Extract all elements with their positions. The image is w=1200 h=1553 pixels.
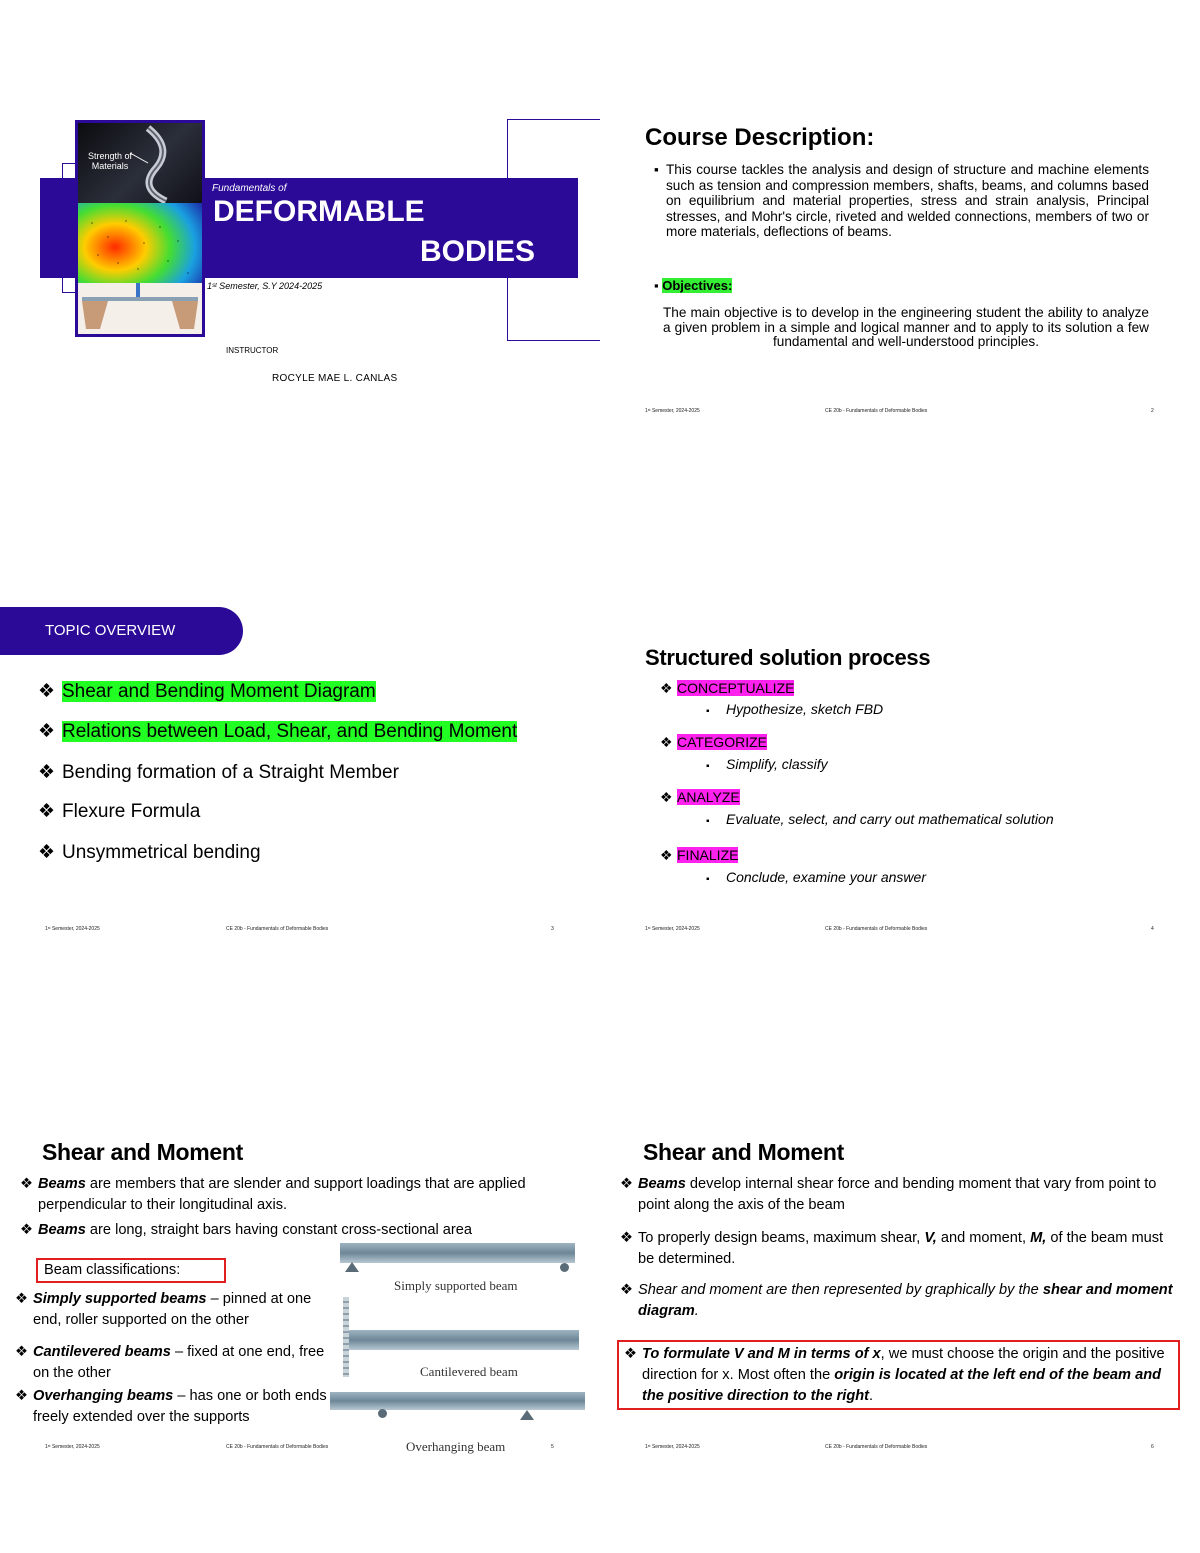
topic-item (38, 841, 261, 864)
diamond-bullet-icon: ❖ (38, 801, 56, 822)
footer-left: 1ˢᵗ Semester, 2024-2025 (645, 926, 700, 932)
course-description (654, 162, 1149, 240)
semester-label: 1ˢᵗ Semester, S.Y 2024-2025 (207, 281, 323, 291)
step-description: ▪ Evaluate, select, and carry out mathematical solution (706, 811, 1054, 827)
cantilevered-beam-caption: Cantilevered beam (420, 1364, 518, 1379)
footer-left: 1ˢᵗ Semester, 2024-2025 (645, 408, 700, 414)
diagram-representation: ❖ Shear and moment are then represented by graphically by the shear and moment diagram. (620, 1282, 1173, 1319)
square-bullet-icon: ▪ (706, 874, 710, 885)
beam-shape: ❖ Beams are long, straight bars having constant cross-sectional area (20, 1220, 580, 1241)
roller-support-icon (378, 1409, 387, 1418)
diamond-bullet-icon: ❖ (38, 842, 56, 863)
design-requirement: ❖ To properly design beams, maximum shear, V, and moment, M, of the beam must be determined. (620, 1230, 1164, 1267)
footer-page: 6 (1151, 1444, 1154, 1450)
topic-item-text: Unsymmetrical bending (62, 842, 261, 863)
overhanging-beam-image (330, 1392, 585, 1410)
origin-convention: ❖ To formulate V and M in terms of x, we must choose the origin and the positive direction for x. Most often the origin is located at the left end of the beam and the positive direction to the right. (624, 1346, 1165, 1404)
beam-definition: ❖ Beams are members that are slender and support loadings that are applied perpendicular to their longitudinal axis. (20, 1176, 526, 1213)
objectives-label: Objectives: (662, 278, 733, 293)
diamond-bullet-icon: ❖ (660, 734, 673, 750)
solution-step (660, 680, 794, 697)
topic-item (38, 720, 517, 743)
beam-classifications-box: Beam classifications: (36, 1258, 226, 1283)
footer-center: CE 20b - Fundamentals of Deformable Bodies (226, 926, 329, 932)
step-description: ▪ Conclude, examine your answer (706, 869, 926, 885)
footer-center: CE 20b - Fundamentals of Deformable Bodies (226, 1444, 329, 1450)
instructor-label: INSTRUCTOR (226, 346, 279, 355)
diamond-bullet-icon: ❖ (38, 681, 56, 702)
diamond-bullet-icon: ❖ (660, 847, 673, 863)
diamond-bullet-icon: ❖ (624, 1346, 638, 1362)
shear-moment-title: Shear and Moment (643, 1139, 844, 1165)
topic-item-text: Bending formation of a Straight Member (62, 762, 399, 783)
diamond-bullet-icon: ❖ (620, 1282, 634, 1298)
course-description-text: This course tackles the analysis and design of structure and machine elements such as tension and compression members, shafts, beams, and columns based on equilibrium and material properties, stress and strain analysis, Principal stresses, and Mohr's circle, riveted and welded connections, members of two or more materials, deflections of beams. (666, 162, 1149, 239)
simply-supported-beam-image (340, 1243, 575, 1263)
step-label: FINALIZE (677, 847, 739, 863)
title-deformable: DEFORMABLE (213, 195, 425, 228)
topic-item-text: Shear and Bending Moment Diagram (62, 681, 376, 702)
pin-support-icon (345, 1262, 359, 1272)
beam-internal-forces: ❖ Beams develop internal shear force and bending moment that vary from point to point along the axis of the beam (620, 1176, 1157, 1213)
overhanging-beam-caption: Overhanging beam (406, 1439, 506, 1454)
footer-left: 1ˢᵗ Semester, 2024-2025 (645, 1444, 700, 1450)
square-bullet-icon: ▪ (706, 761, 710, 772)
square-bullet-icon: ▪ (706, 816, 710, 827)
footer-page: 2 (1151, 408, 1154, 414)
footer-left: 1ˢᵗ Semester, 2024-2025 (45, 1444, 100, 1450)
diamond-bullet-icon: ❖ (15, 1344, 29, 1360)
diamond-bullet-icon: ❖ (620, 1230, 634, 1246)
chain-photo (78, 123, 202, 203)
beam-class-item: ❖ Cantilevered beams – fixed at one end, free on the other (15, 1344, 325, 1381)
step-description: ▪ Hypothesize, sketch FBD (706, 701, 884, 717)
footer-center: CE 20b - Fundamentals of Deformable Bodies (825, 408, 928, 414)
footer-page: 3 (551, 926, 554, 932)
step-description: ▪ Simplify, classify (706, 756, 828, 772)
instructor-name: ROCYLE MAE L. CANLAS (272, 373, 398, 384)
course-description-title: Course Description: (645, 124, 875, 151)
step-label: ANALYZE (677, 789, 740, 805)
topic-item (38, 761, 399, 784)
solution-step (660, 734, 767, 751)
title-bodies: BODIES (420, 235, 536, 268)
topic-overview-label: TOPIC OVERVIEW (45, 622, 176, 639)
solution-step (660, 847, 738, 864)
beam-class-item: ❖ Overhanging beams – has one or both ends freely extended over the supports (15, 1388, 327, 1425)
diamond-bullet-icon: ❖ (620, 1176, 634, 1192)
title-fundamentals: Fundamentals of (212, 183, 287, 194)
diamond-bullet-icon: ❖ (15, 1388, 29, 1404)
step-label: CATEGORIZE (677, 734, 767, 750)
footer-page: 4 (1151, 926, 1154, 932)
footer-center: CE 20b - Fundamentals of Deformable Bodies (825, 926, 928, 932)
footer-left: 1ˢᵗ Semester, 2024-2025 (45, 926, 100, 932)
footer-page: 5 (551, 1444, 554, 1450)
objectives-heading: ▪ Objectives: (654, 278, 733, 293)
roller-support-icon (560, 1263, 569, 1272)
solution-process-title: Structured solution process (645, 645, 931, 670)
step-label: CONCEPTUALIZE (677, 680, 795, 696)
topic-item-text: Relations between Load, Shear, and Bending Moment (62, 721, 518, 742)
topic-item (38, 680, 376, 703)
diamond-bullet-icon: ❖ (20, 1176, 34, 1192)
footer-center: CE 20b - Fundamentals of Deformable Bodies (825, 1444, 928, 1450)
cantilevered-beam-image (349, 1330, 579, 1350)
diamond-bullet-icon: ❖ (660, 789, 673, 805)
objectives-text: The main objective is to develop in the engineering student the ability to analyze a given problem in a simple and logical manner and to apply to its solution a few fundamental and well-understood principles. (663, 305, 1149, 349)
shear-moment-title: Shear and Moment (42, 1139, 243, 1165)
diamond-bullet-icon: ❖ (38, 721, 56, 742)
diamond-bullet-icon: ❖ (38, 762, 56, 783)
diamond-bullet-icon: ❖ (15, 1291, 29, 1307)
diamond-bullet-icon: ❖ (660, 680, 673, 696)
solution-step (660, 789, 740, 806)
cover-image (75, 120, 205, 337)
square-bullet-icon: ▪ (706, 706, 710, 717)
photo-caption: Strength of Materials (87, 151, 133, 171)
simply-supported-beam-caption: Simply supported beam (394, 1278, 518, 1293)
beam-class-item: ❖ Simply supported beams – pinned at one end, roller supported on the other (15, 1291, 312, 1328)
diamond-bullet-icon: ❖ (20, 1222, 34, 1238)
pin-support-icon (520, 1410, 534, 1420)
topic-item-text: Flexure Formula (62, 801, 201, 822)
topic-item (38, 800, 200, 823)
bullet-icon: ▪ (654, 162, 659, 177)
bridge-diagram (78, 283, 202, 335)
